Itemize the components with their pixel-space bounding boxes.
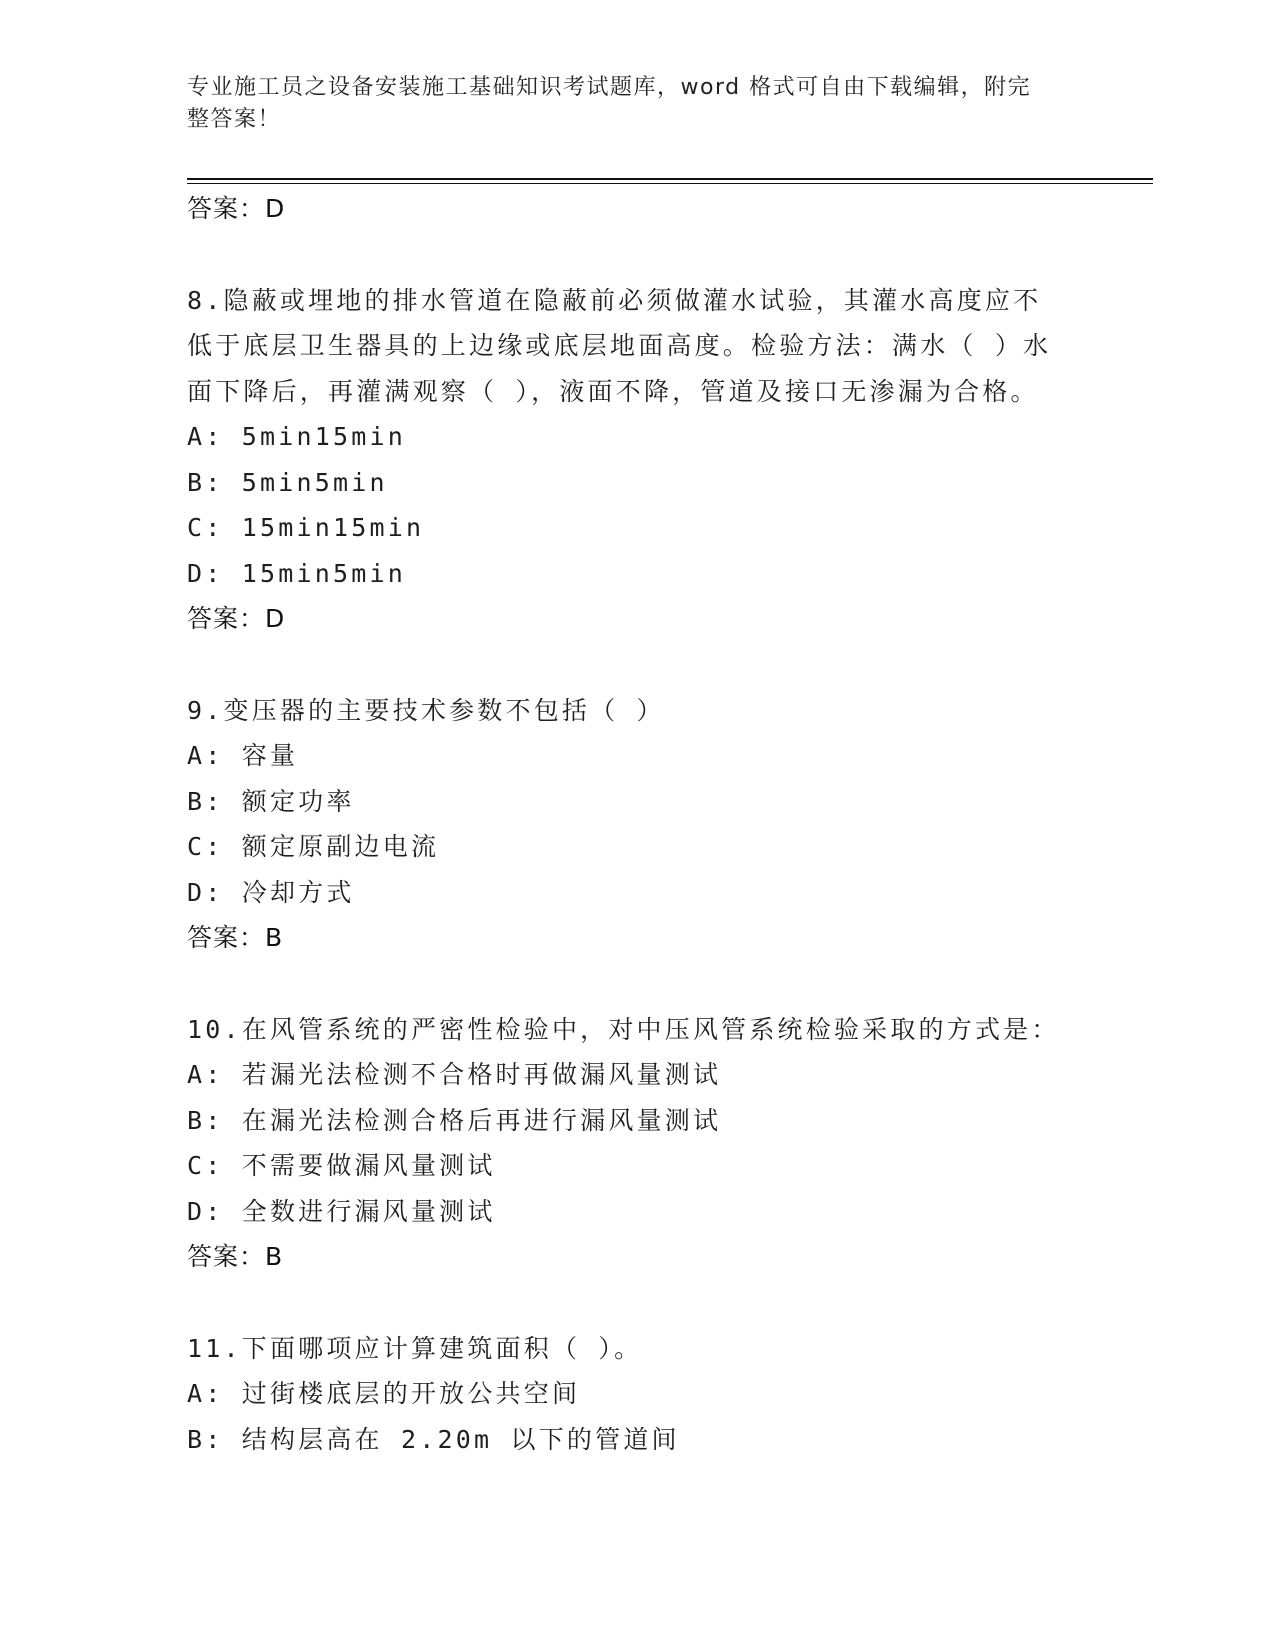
answer-line: 答案：B (187, 1242, 284, 1271)
option-d: D: 冷却方式 (187, 877, 355, 907)
answer-line: 答案：D (187, 194, 286, 223)
option-a: A: 5min15min (187, 422, 407, 451)
document-header (187, 72, 1067, 136)
question-10 (187, 1007, 1087, 1280)
spacer (187, 961, 1087, 1007)
question-text: 低于底层卫生器具的上边缘或底层地面高度。检验方法：满水（ ）水 (187, 331, 1052, 360)
question-9 (187, 688, 1087, 961)
option-b: B: 在漏光法检测合格后再进行漏风量测试 (187, 1105, 722, 1135)
spacer (187, 642, 1087, 688)
option-a: A: 容量 (187, 741, 299, 770)
question-text: 8.隐蔽或埋地的排水管道在隐蔽前必须做灌水试验，其灌水高度应不 (187, 285, 1042, 315)
spacer (187, 1280, 1087, 1326)
question-text: 面下降后，再灌满观察（ ），液面不降，管道及接口无渗漏为合格。 (187, 376, 1039, 406)
question-8 (187, 278, 1087, 642)
option-c: C: 15min15min (187, 513, 425, 542)
header-line-2: 整答案！ (187, 107, 282, 132)
answer-line: 答案：B (187, 923, 284, 952)
option-d: D: 全数进行漏风量测试 (187, 1196, 496, 1226)
answer-line: 答案：D (187, 604, 286, 633)
option-b: B: 额定功率 (187, 786, 355, 816)
question-text: 9.变压器的主要技术参数不包括（ ） (187, 695, 665, 725)
header-divider-thin (187, 183, 1153, 184)
header-line-1: 专业施工员之设备安装施工基础知识考试题库，word 格式可自由下载编辑，附完 (187, 75, 1032, 100)
option-d: D: 15min5min (187, 558, 407, 588)
option-a: A: 过街楼底层的开放公共空间 (187, 1379, 581, 1408)
question-text: 11.下面哪项应计算建筑面积（ ）。 (187, 1333, 643, 1363)
option-c: C: 额定原副边电流 (187, 832, 440, 861)
header-divider-thick (187, 178, 1153, 180)
option-b: B: 5min5min (187, 467, 388, 497)
option-c: C: 不需要做漏风量测试 (187, 1151, 496, 1180)
option-b: B: 结构层高在 2.20m 以下的管道间 (187, 1424, 680, 1454)
question-11 (187, 1326, 1087, 1463)
spacer (187, 232, 1087, 278)
question-content (187, 186, 1087, 1462)
option-a: A: 若漏光法检测不合格时再做漏风量测试 (187, 1060, 722, 1089)
question-text: 10.在风管系统的严密性检验中，对中压风管系统检验采取的方式是： (187, 1014, 1060, 1044)
